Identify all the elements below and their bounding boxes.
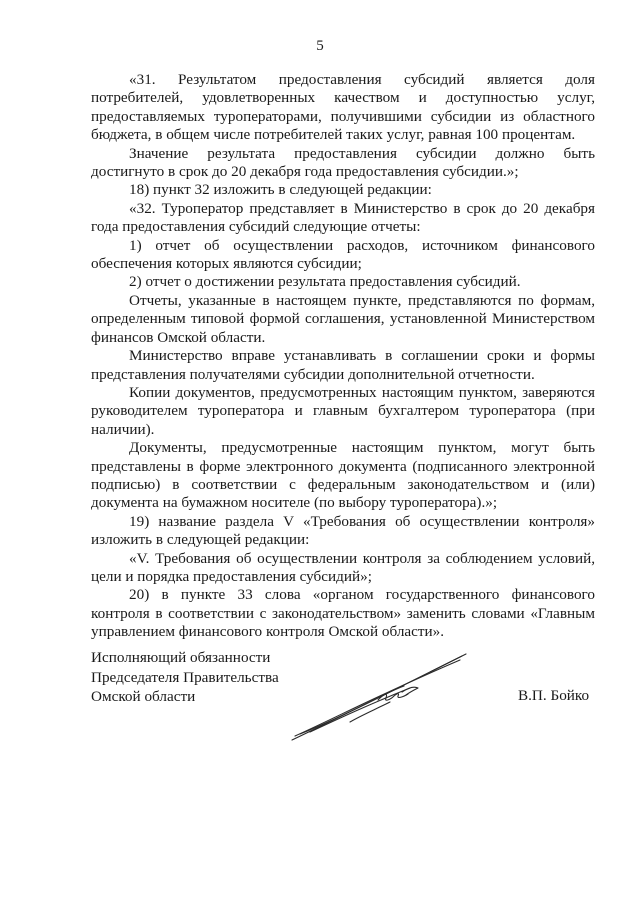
- paragraph-32-reports: «32. Туроператор представляет в Министерство в срок до 20 декабря года предоставления субсидий следующие отчеты:: [91, 199, 595, 236]
- page-number: 5: [316, 38, 324, 54]
- position-line: Исполняющий обязанности: [91, 649, 271, 666]
- signer-name: В.П. Бойко: [518, 687, 590, 704]
- paragraph-result-deadline: Значение результата предоставления субсидии должно быть достигнуто в срок до 20 декабря года предоставления субсидии.»;: [91, 144, 595, 181]
- paragraph-item-20: 20) в пункте 33 слова «органом государственного финансового контроля в соответствии с законодательством» заменить словами «Главным управлением финансового контроля Омской области».: [91, 586, 595, 641]
- paragraph-report-1: 1) отчет об осуществлении расходов, источником финансового обеспечения которых являются субсидии;: [91, 236, 595, 273]
- paragraph-additional-reporting: Министерство вправе устанавливать в соглашении сроки и формы представления получателями субсидии дополнительной отчетности.: [91, 347, 595, 383]
- handwritten-signature-icon: [290, 652, 470, 747]
- paragraph-section-v-title: «V. Требования об осуществлении контроля за соблюдением условий, цели и порядка предоставления субсидий»;: [91, 549, 595, 585]
- paragraph-copies-certified: Копии документов, предусмотренных настоящим пунктом, заверяются руководителем туроператора и главным бухгалтером туроператора (при наличии).: [91, 383, 595, 438]
- signatory-position: [91, 648, 279, 707]
- paragraph-31-result: «31. Результатом предоставления субсидий является доля потребителей, удовлетворенных качеством и доступностью услуг, предоставляемых туроператорами, получившими субсидии из областного бюджета, в общем числе потребителей таких услуг, равная 100 процентам.: [91, 71, 595, 144]
- position-line: Омской области: [91, 688, 196, 705]
- position-line: Председателя Правительства: [91, 668, 279, 686]
- paragraph-item-18: 18) пункт 32 изложить в следующей редакции:: [129, 181, 432, 199]
- paragraph-report-forms: Отчеты, указанные в настоящем пункте, представляются по формам, определенным типовой формой соглашения, установленной Министерством финансов Омской области.: [91, 291, 595, 346]
- paragraph-item-19: 19) название раздела V «Требования об осуществлении контроля» изложить в следующей редакции:: [91, 512, 595, 549]
- document-body: [91, 71, 595, 642]
- paragraph-report-2: 2) отчет о достижении результата предоставления субсидий.: [129, 273, 521, 291]
- paragraph-electronic-documents: Документы, предусмотренные настоящим пунктом, могут быть представлены в форме электронного документа (подписанного электронной подписью) в соответствии с федеральным законодательством и (или) документа на бумажном носителе (по выбору туроператора).»;: [91, 439, 595, 512]
